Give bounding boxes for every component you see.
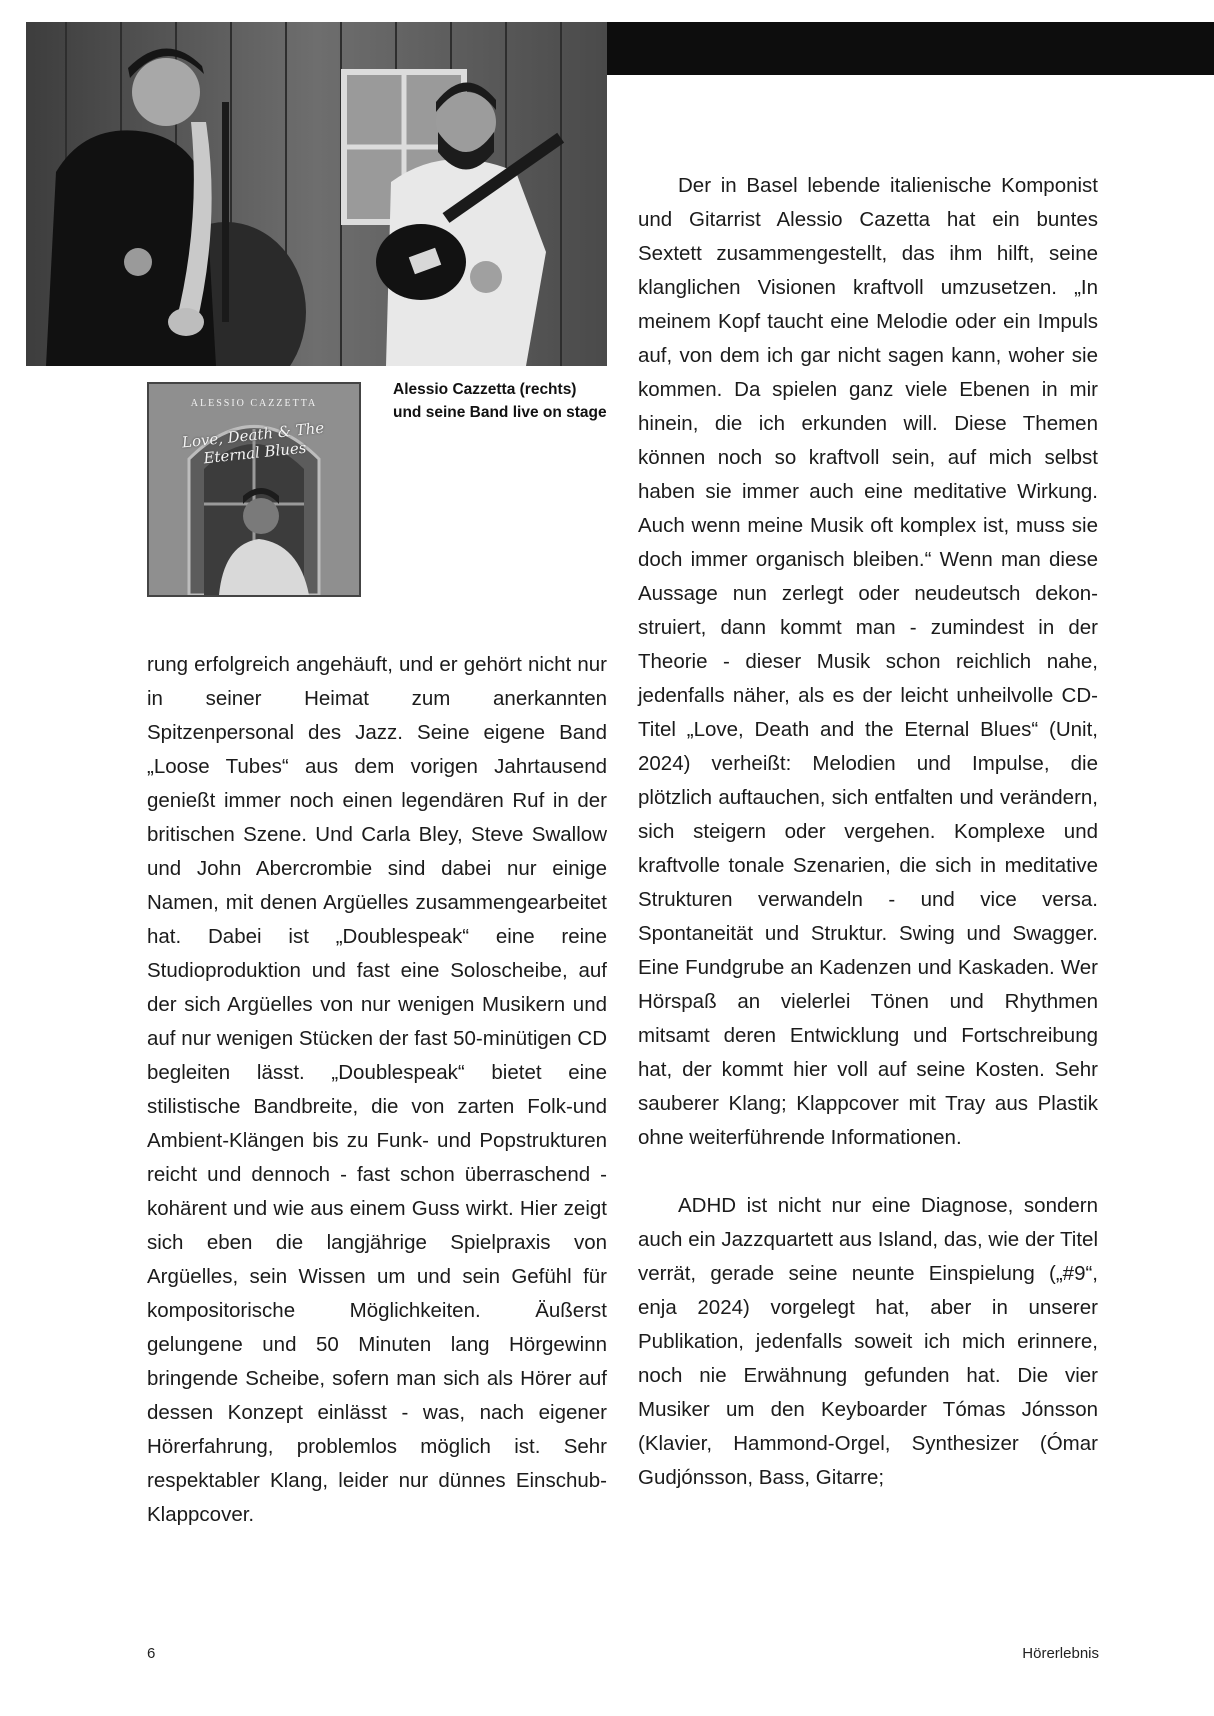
right-column: [638, 169, 1098, 1495]
publication-name: Hörerlebnis: [1022, 1645, 1099, 1662]
band-photo-illustration: [26, 22, 607, 366]
album-artist: ALESSIO CAZZETTA: [190, 398, 318, 409]
album-title: Love, Death & The Eternal Blues: [181, 418, 326, 468]
right-paragraph-1: Der in Basel lebende italienische Komponist und Gitarrist Alessio Cazetta hat ein buntes Sextett zusammengestellt, das ihm hilft, seine klanglichen Visionen kraftvoll umzusetzen. „In meinem Kopf taucht eine Melodie oder ein Impuls auf, von dem ich gar nicht sagen kann, woher sie kommen. Da spielen ganz viele Ebenen in mir hinein, die ich erkunden will. Diese Themen können noch so kraftvoll sein, auf mich selbst haben sie immer auch eine meditative Wirkung. Auch wenn meine Musik oft komplex ist, muss sie doch immer organisch bleiben.“ Wenn man diese Aussage nun zerlegt oder neudeutsch dekonstruiert, dann kommt man - zumindest in der Theorie - dieser Musik schon reichlich nahe, jedenfalls näher, als es der leicht unheilvolle CD-Titel „Love, Death and the Eternal Blues“ (Unit, 2024) verheißt: Melodien und Impulse, die plötzlich auftauchen, sich entfalten und verändern, sich steigern oder vergehen. Komplexe und kraftvolle tonale Szenarien, die sich in meditative Strukturen verwandeln - und vice versa. Spontaneität und Struktur. Swing und Swagger. Eine Fundgrube an Kadenzen und Kaskaden. Wer Hörspaß an vielerlei Tönen und Rhythmen mitsamt deren Entwicklung und Fortschreibung hat, der kommt hier voll auf seine Kosten. Sehr sauberer Klang; Klappcover mit Tray aus Plastik ohne weiterführende Informationen.: [638, 174, 1098, 1149]
right-paragraph-2: ADHD ist nicht nur eine Diagnose, sondern auch ein Jazzquartett aus Island, das, wie der Titel verrät, gerade seine neunte Einspielung („#9“, enja 2024) vorgelegt hat, aber in unserer Publikation, jedenfalls soweit ich mich erinnere, noch nie Erwähnung gefunden hat. Die vier Musiker um den Keyboarder Tómas Jónsson (Klavier, Hammond-Orgel, Synthesizer (Ómar Gudjónsson, Bass, Gitarre;: [638, 1194, 1098, 1489]
header-black-bar: [607, 22, 1214, 75]
band-photo: [26, 22, 607, 366]
left-paragraph-1: rung erfolgreich angehäuft, und er gehört nicht nur in seiner Heimat zum anerkannten Spitzenpersonal des Jazz. Seine eigene Band „Loose Tubes“ aus dem vorigen Jahrtausend genießt immer noch einen legendären Ruf in der britischen Szene. Und Carla Bley, Steve Swallow und John Abercrombie sind dabei nur einige Namen, mit denen Argüelles zusammengearbeitet hat. Dabei ist „Doublespeak“ eine reine Studioproduktion und fast eine Soloscheibe, auf der sich Argüelles von nur wenigen Musikern und auf nur wenigen Stücken der fast 50-minütigen CD begleiten lässt. „Doublespeak“ bietet eine stilistische Bandbreite, die von zarten Folk-und Ambient-Klängen bis zu Funk- und Popstrukturen reicht und dennoch - fast schon überraschend - kohärent und wie aus einem Guss wirkt. Hier zeigt sich eben die langjährige Spielpraxis von Argüelles, sein Wissen um und sein Gefühl für kompositorische Möglichkeiten. Äußerst gelungene und 50 Minuten lang Hörgewinn bringende Scheibe, sofern man sich als Hörer auf dessen Konzept einlässt - was, nach eigener Hörerfahrung, problemlos möglich ist. Sehr respektabler Klang, leider nur dünnes Einschub-Klappcover.: [147, 653, 607, 1526]
album-cover: [147, 382, 361, 597]
page-number: 6: [147, 1645, 156, 1662]
left-column: [147, 648, 607, 1532]
album-cover-art: [149, 384, 359, 595]
photo-caption: Alessio Cazzetta (rechts) und seine Band live on stage: [393, 381, 607, 421]
